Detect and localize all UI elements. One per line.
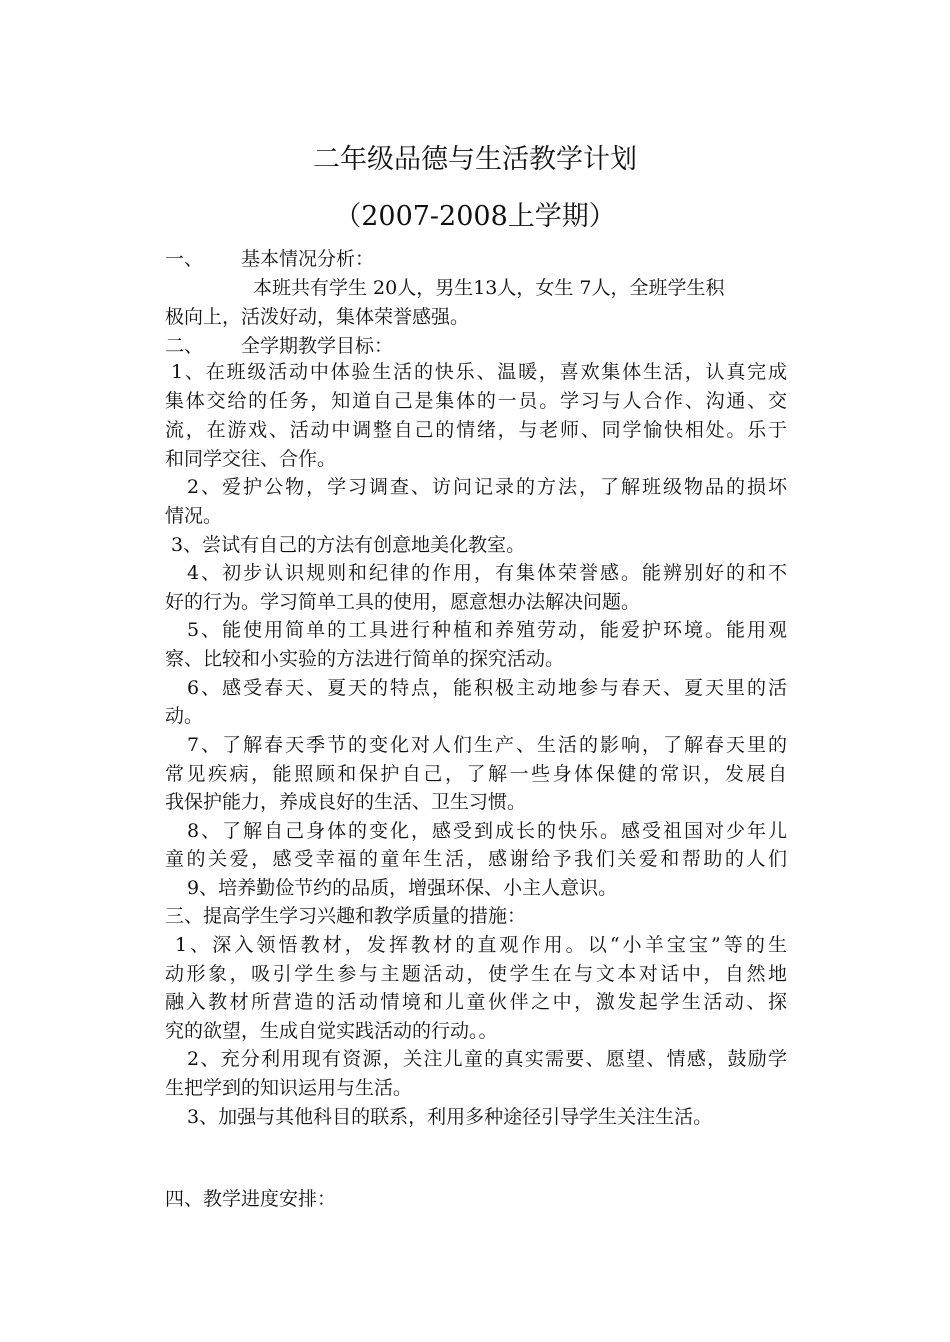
- measure-line: 3、加强与其他科目的联系，利用多种途径引导学生关注生活。: [187, 1106, 713, 1128]
- section2-number: 二、: [165, 335, 204, 357]
- measure-line: 生把学到的知识运用与生活。: [165, 1077, 413, 1099]
- goal-line: 集体交给的任务，知道自己是集体的一员。学习与人合作、沟通、交: [165, 390, 787, 412]
- measure-line: 动形象，吸引学生参与主题活动，使学生在与文本对话中，自然地: [165, 963, 787, 985]
- section1-heading-line: [165, 246, 787, 272]
- section1-number: 一、: [165, 248, 204, 270]
- document-title: 二年级品德与生活教学计划: [313, 144, 637, 175]
- measure-line: 究的欲望，生成自觉实践活动的行动。。: [165, 1020, 498, 1042]
- section2-heading: 全学期教学目标：: [241, 335, 394, 357]
- goal-line: 常见疾病，能照顾和保护自己，了解一些身体保健的常识，发展自: [165, 763, 787, 785]
- goal-line: 察、比较和小实验的方法进行简单的探究活动。: [165, 648, 565, 670]
- section4-heading: 四、教学进度安排：: [165, 1188, 337, 1210]
- goal-line: 动。: [165, 705, 204, 727]
- document-subtitle: （2007-2008上学期）: [334, 201, 616, 232]
- goal-line: 4、初步认识规则和纪律的作用，有集体荣誉感。能辨别好的和不: [187, 562, 787, 584]
- measure-line: 1、深入领悟教材，发挥教材的直观作用。以“小羊宝宝”等的生: [175, 934, 787, 956]
- goal-line: 5、能使用简单的工具进行种植和养殖劳动，能爱护环境。能用观: [187, 619, 787, 641]
- goal-line: 情况。: [165, 505, 223, 527]
- goal-line: 童的关爱，感受幸福的童年生活，感谢给予我们关爱和帮助的人们: [165, 848, 787, 870]
- goal-line: 9、培养勤俭节约的品质，增强环保、小主人意识。: [187, 877, 618, 899]
- section3-heading: 三、提高学生学习兴趣和教学质量的措施：: [165, 905, 527, 927]
- goal-line: 2、爱护公物，学习调查、访问记录的方法，了解班级物品的损坏: [187, 476, 787, 498]
- section1-heading: 基本情况分析：: [241, 248, 375, 270]
- goal-line: 1、在班级活动中体验生活的快乐、温暖，喜欢集体生活，认真完成: [171, 361, 787, 383]
- section2-heading-line: [165, 333, 787, 359]
- goal-line: 3、尝试有自己的方法有创意地美化教室。: [171, 534, 526, 556]
- goal-line: 8、了解自己身体的变化，感受到成长的快乐。感受祖国对少年儿: [187, 820, 787, 842]
- goal-line: 流，在游戏、活动中调整自己的情绪，与老师、同学愉快相处。乐于: [165, 419, 787, 441]
- goal-line: 和同学交往、合作。: [165, 448, 337, 470]
- goal-line: 好的行为。学习简单工具的使用，愿意想办法解决问题。: [165, 591, 641, 613]
- measure-line: 融入教材所营造的活动情境和儿童伙伴之中，激发起学生活动、探: [165, 991, 787, 1013]
- goal-line: 7、了解春天季节的变化对人们生产、生活的影响，了解春天里的: [187, 734, 787, 756]
- goal-line: 我保护能力，养成良好的生活、卫生习惯。: [165, 791, 527, 813]
- goal-line: 6、感受春天、夏天的特点，能积极主动地参与春天、夏天里的活: [187, 677, 787, 699]
- section1-line-2: 极向上，活泼好动，集体荣誉感强。: [165, 306, 470, 328]
- section1-line-1: 本班共有学生 20人，男生13人，女生 7人，全班学生积: [253, 277, 725, 299]
- measure-line: 2、充分利用现有资源，关注儿童的真实需要、愿望、情感，鼓励学: [187, 1048, 787, 1070]
